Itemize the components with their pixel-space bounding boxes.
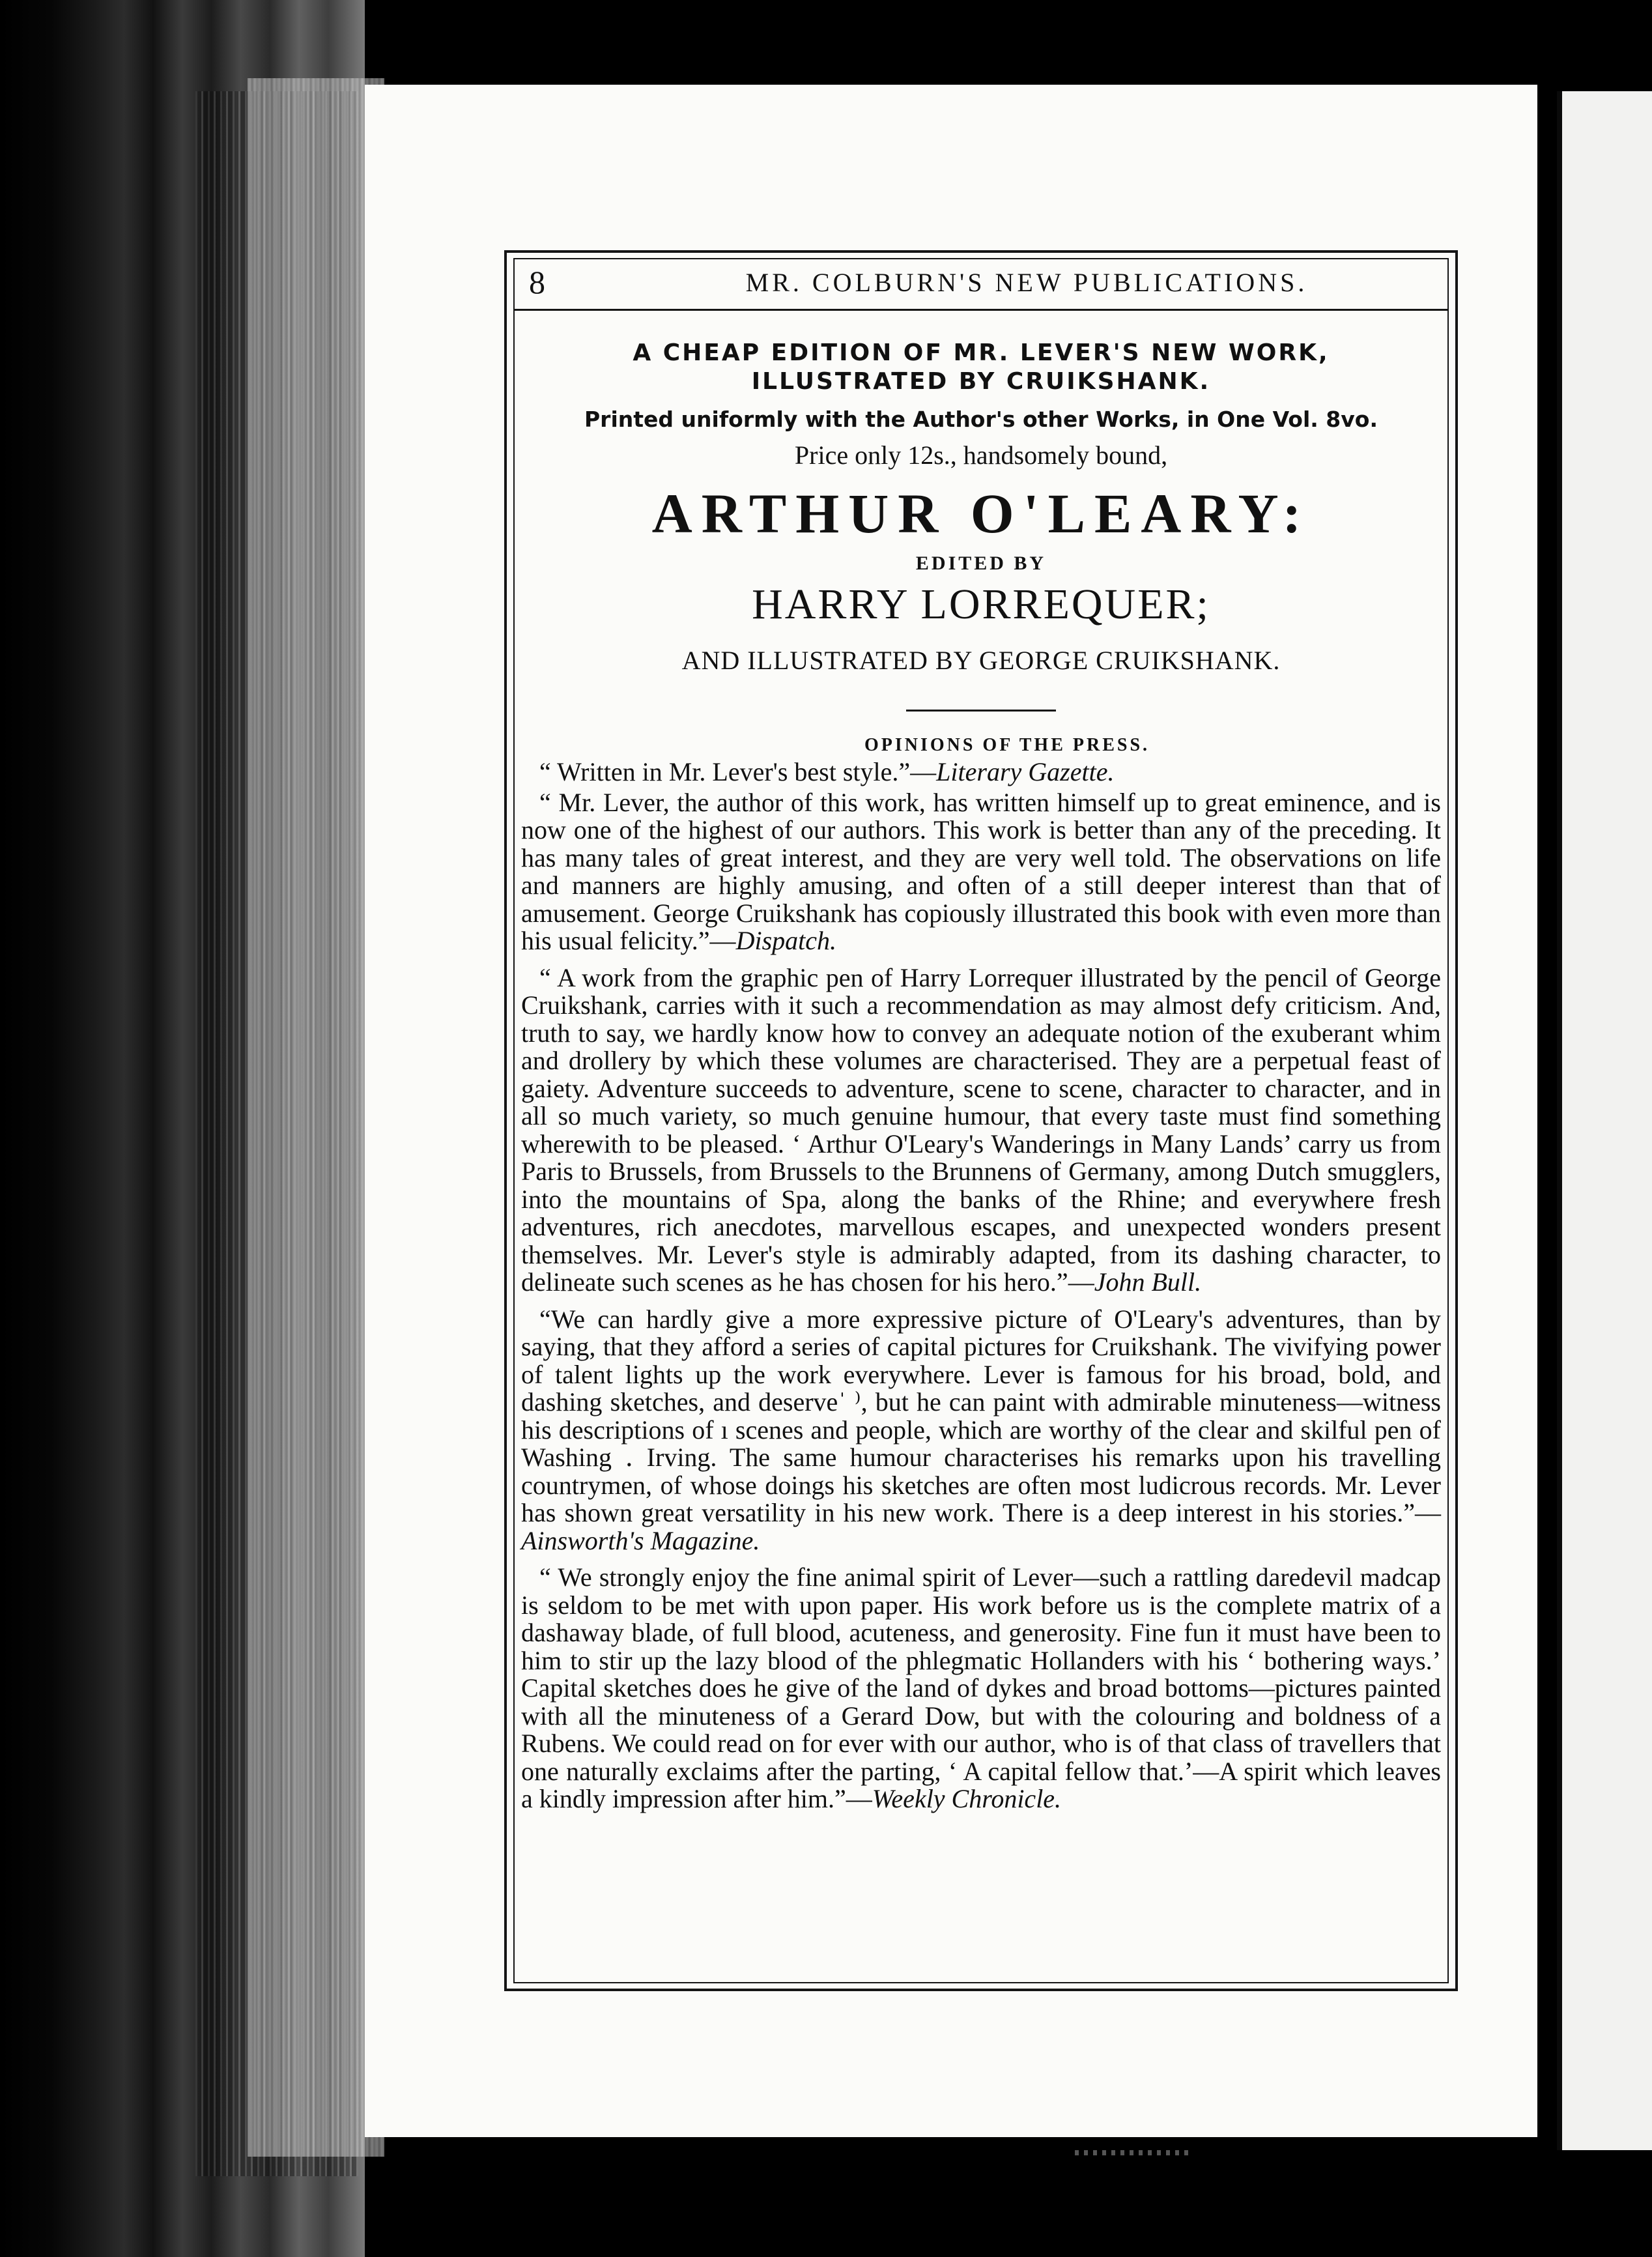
section-rule — [906, 710, 1056, 712]
facing-page-edge — [1557, 91, 1652, 2150]
edited-by-label: EDITED BY — [915, 553, 1047, 574]
review-dispatch — [521, 789, 1441, 955]
header-rule — [515, 309, 1447, 311]
review-source: Weekly Chronicle. — [872, 1784, 1062, 1813]
review-source: Literary Gazette. — [936, 757, 1115, 786]
review-ainsworths-magazine — [521, 1306, 1441, 1555]
illustrator-line: AND ILLUSTRATED BY GEORGE CRUIKSHANK. — [681, 646, 1281, 675]
announcement-line-1: A CHEAP EDITION OF MR. LEVER'S NEW WORK, — [633, 339, 1330, 366]
bottom-ornament — [1075, 2150, 1192, 2155]
review-text: “We can hardly give a more expressive picture of O'Leary's adventures, than by saying, that they afford a series of capital pictures for Cruikshank. The vivifying power of talent lights up the work everywhere. Lever is famous for his broad, bold, and dashing sketches, and deserveˈ ⁾, but he can paint with admirable minuteness—witness his descriptions of ı scenes and people, which are worthy of the clear and skilful pen of Washing ․ Irving. The same humour characterises his remarks upon his travelling countrymen, of whose doings his sketches are often most ludicrous records. Mr. Lever has shown great versatility in his new work. There is a deep interest in his stories.”— — [521, 1304, 1441, 1527]
uniform-edition-line: Printed uniformly with the Author's other Works, in One Vol. 8vo. — [584, 407, 1378, 432]
review-source: John Bull. — [1094, 1267, 1202, 1297]
price-line: Price only 12s., handsomely bound, — [794, 440, 1168, 470]
review-text: “ A work from the graphic pen of Harry Lorrequer illustrated by the pencil of George Cruikshank, carries with it such a recommendation as may almost defy criticism. And, truth to say, we hardly know how to convey an adequate notion of the exuberant whim and drollery by which these volumes are characterised. They are a perpetual feast of gaiety. Adventure succeeds to adventure, scene to scene, character to character, and in all so much variety, so much genuine humour, that every taste must find something wherewith to be pleased. ‘ Arthur O'Leary's Wanderings in Many Lands’ carry us from Paris to Brussels, from Brussels to the Brunnens of Germany, among Dutch smugglers, into the mountains of Spa, along the banks of the Rhine; and everywhere fresh adventures, rich anecdotes, marvellous escapes, and unexpected wonders present themselves. Mr. Lever's style is admirably adapted, from its dashing character, to delineate such scenes as he has chosen for his hero.”— — [521, 962, 1441, 1297]
advertisement — [521, 339, 1441, 1813]
review-literary-gazette — [521, 758, 1441, 786]
book-title: ARTHUR O'LEARY: — [651, 482, 1311, 545]
page-number: 8 — [529, 264, 545, 300]
review-text: “ We strongly enjoy the fine animal spirit of Lever—such a rattling daredevil madcap is seldom to be met with upon paper. His work before us is the complete matrix of a dashaway blade, of full blood, acuteness, and generosity. Fine fun it must have been to him to stir up the lazy blood of the phlegmatic Hollanders with his ‘ bothering ways.’ Capital sketches does he give of the land of dykes and broad bottoms—pictures painted with all the minuteness of a Gerard Dow, but with the colouring and boldness of a Rubens. We could read on for ever with our author, who is of that class of travellers that one naturally exclaims after the parting, ‘ A capital fellow that.’—A spirit which leaves a kindly impression after him.”— — [521, 1562, 1441, 1813]
announcement-line-2: ILLUSTRATED BY CRUIKSHANK. — [751, 368, 1211, 395]
review-weekly-chronicle — [521, 1564, 1441, 1813]
review-john-bull — [521, 964, 1441, 1297]
review-text: “ Written in Mr. Lever's best style.”— — [539, 757, 937, 786]
review-source: Dispatch. — [735, 926, 836, 955]
running-head — [515, 259, 1447, 305]
page-edges — [248, 78, 384, 2157]
editor-name: HARRY LORREQUER; — [752, 581, 1210, 628]
review-source: Ainsworth's Magazine. — [521, 1525, 760, 1555]
running-title: MR. COLBURN'S NEW PUBLICATIONS. — [745, 268, 1308, 297]
press-heading: OPINIONS OF THE PRESS. — [864, 735, 1150, 755]
review-text: “ Mr. Lever, the author of this work, has written himself up to great eminence, and is now one of the highest of our authors. This work is better than any of the preceding. It has many tales of great interest, and they are very well told. The observations on life and manners are highly amusing, and often of a still deeper interest than that of amusement. George Cruikshank has copiously illustrated this book with even more than his usual felicity.”— — [521, 787, 1441, 955]
